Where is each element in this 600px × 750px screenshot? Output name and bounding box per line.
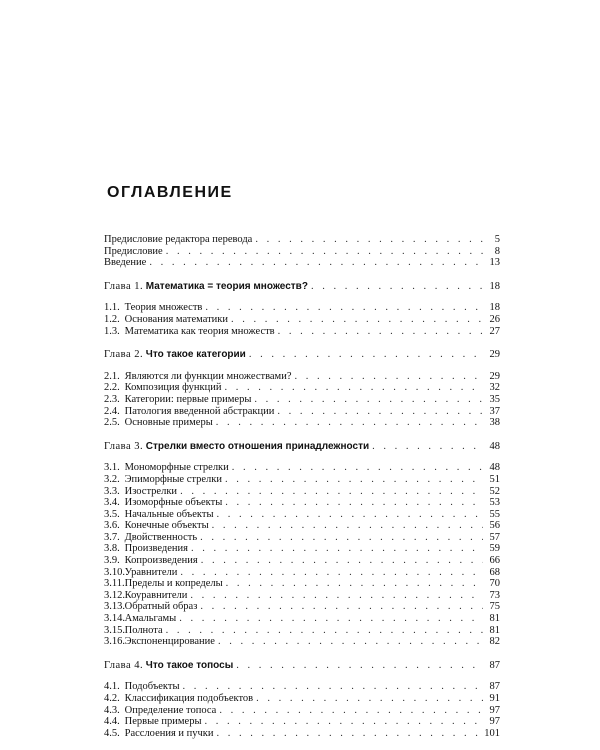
leader-dots (311, 281, 483, 293)
toc-section (104, 613, 500, 625)
leader-dots (217, 728, 482, 740)
toc-section (104, 728, 500, 740)
section-page: 81 (489, 613, 500, 625)
toc-section (104, 382, 500, 394)
leader-dots (205, 716, 483, 728)
section-page: 55 (489, 508, 500, 520)
section-title: Теория множеств (124, 302, 203, 314)
leader-dots (191, 543, 483, 555)
leader-dots (294, 371, 483, 383)
section-number: 3.6. (104, 520, 120, 532)
leader-dots (225, 497, 483, 509)
leader-dots (166, 246, 483, 258)
section-title: Произведения (124, 543, 188, 555)
section-page: 97 (489, 704, 500, 716)
section-title: Являются ли функции множествами? (124, 370, 292, 382)
section-title: Полнота (124, 624, 163, 636)
toc-chapter-4 (104, 660, 500, 672)
toc-chapter-1 (104, 281, 500, 293)
section-number: 3.12. (104, 589, 125, 601)
leader-dots (225, 382, 484, 394)
section-title: Двойственность (124, 531, 198, 543)
section-page: 53 (489, 497, 500, 509)
toc-section (104, 509, 500, 521)
chapter-title: Математика = теория множеств? (145, 280, 308, 292)
leader-dots (205, 302, 483, 314)
chapter-title: Что такое топосы (145, 659, 234, 671)
toc-entry-page: 13 (489, 257, 500, 269)
section-number: 4.2. (104, 693, 120, 704)
chapter-title: Что такое категории (145, 349, 246, 361)
section-title: Эпиморфные стрелки (124, 473, 222, 485)
toc-section (104, 532, 500, 544)
chapter-title: Стрелки вместо отношения принадлежности (145, 440, 370, 452)
section-title: Коуравнители (124, 589, 188, 601)
toc-section (104, 462, 500, 474)
chapter-label: Глава 4. (104, 659, 144, 671)
section-number: 4.1. (104, 681, 120, 693)
section-number: 3.9. (104, 555, 120, 567)
section-number: 2.2. (104, 382, 120, 394)
section-page: 66 (489, 555, 500, 567)
section-page: 18 (489, 302, 500, 314)
section-title: Уравнители (124, 566, 178, 578)
section-title: Основные примеры (124, 417, 213, 429)
section-title: Первые примеры (124, 716, 202, 728)
section-title: Основания математики (124, 313, 229, 325)
leader-dots (219, 705, 483, 717)
toc-section (104, 474, 500, 486)
section-title: Математика как теория множеств (124, 325, 275, 337)
leader-dots (201, 555, 483, 567)
section-number: 3.1. (104, 462, 120, 474)
leader-dots (278, 326, 483, 338)
leader-dots (183, 681, 483, 693)
leader-dots (190, 590, 483, 602)
section-page: 68 (489, 566, 500, 578)
section-number: 3.5. (104, 508, 120, 520)
section-number: 4.4. (104, 716, 120, 728)
section-title: Начальные объекты (124, 508, 214, 520)
toc-section (104, 567, 500, 579)
toc-section (104, 555, 500, 567)
section-number: 1.3. (104, 325, 120, 337)
toc-section (104, 417, 500, 429)
toc-section (104, 601, 500, 613)
toc-entry-title: Предисловие редактора перевода (104, 234, 253, 245)
section-title: Категории: первые примеры (124, 393, 252, 405)
toc-section (104, 681, 500, 693)
section-number: 4.5. (104, 727, 120, 739)
leader-dots (255, 234, 483, 246)
section-title: Расслоения и пучки (124, 727, 214, 739)
toc-entry-title: Предисловие (104, 245, 163, 257)
section-number: 2.1. (104, 370, 120, 382)
section-number: 3.11. (104, 578, 125, 590)
toc-section (104, 486, 500, 498)
section-title: Конечные объекты (124, 520, 209, 532)
section-page: 26 (489, 313, 500, 325)
section-number: 3.16. (104, 636, 125, 648)
section-number: 3.4. (104, 497, 120, 509)
section-page: 27 (489, 325, 500, 337)
section-page: 56 (489, 520, 500, 532)
section-number: 1.2. (104, 313, 120, 325)
section-number: 3.14. (104, 613, 125, 625)
leader-dots (249, 349, 483, 361)
leader-dots (212, 520, 483, 532)
section-number: 2.5. (104, 417, 120, 429)
leader-dots (166, 625, 483, 637)
toc-section (104, 302, 500, 314)
section-number: 2.3. (104, 393, 120, 405)
section-page: 91 (489, 693, 500, 704)
chapter-page: 29 (489, 349, 500, 361)
section-title: Композиция функций (124, 382, 222, 394)
section-title: Экспоненцирование (124, 636, 215, 648)
leader-dots (372, 441, 483, 453)
section-title: Определение топоса (124, 704, 217, 716)
toc-entry-page: 8 (494, 245, 500, 257)
toc-entry-front (104, 234, 500, 246)
toc-section (104, 520, 500, 532)
section-page: 29 (489, 370, 500, 382)
section-title: Изоморфные объекты (124, 497, 223, 509)
section-number: 3.13. (104, 601, 125, 613)
leader-dots (179, 613, 483, 625)
toc-section (104, 705, 500, 717)
leader-dots (180, 486, 483, 498)
chapter-page: 18 (489, 280, 500, 292)
toc-section (104, 578, 500, 590)
section-title: Изострелки (124, 485, 178, 497)
leader-dots (216, 417, 483, 429)
toc-section (104, 314, 500, 326)
leader-dots (200, 532, 483, 544)
toc-section (104, 543, 500, 555)
toc-section (104, 406, 500, 418)
section-title: Патология введенной абстракции (124, 405, 275, 417)
toc-section (104, 625, 500, 637)
section-title: Мономорфные стрелки (124, 462, 229, 474)
section-page: 59 (489, 543, 500, 555)
section-page: 57 (489, 531, 500, 543)
section-number: 3.2. (104, 473, 120, 485)
page-title: ОГЛАВЛЕНИЕ (107, 184, 233, 201)
leader-dots (277, 406, 483, 418)
table-of-contents (104, 234, 500, 739)
toc-chapter-2 (104, 349, 500, 361)
section-number: 3.10. (104, 566, 125, 578)
chapter-page: 87 (489, 659, 500, 671)
chapter-label: Глава 3. (104, 440, 144, 452)
chapter-label: Глава 1. (104, 280, 144, 292)
section-page: 87 (489, 681, 500, 693)
leader-dots (149, 257, 483, 269)
toc-entry-front (104, 257, 500, 269)
toc-section (104, 497, 500, 509)
leader-dots (256, 693, 483, 705)
section-page: 51 (489, 473, 500, 485)
section-page: 48 (489, 462, 500, 474)
leader-dots (226, 578, 483, 590)
leader-dots (200, 601, 483, 613)
section-title: Подобъекты (124, 681, 180, 693)
section-page: 32 (489, 382, 500, 394)
section-title: Обратный образ (124, 601, 198, 613)
section-number: 4.3. (104, 704, 120, 716)
leader-dots (180, 567, 483, 579)
chapter-page: 48 (489, 440, 500, 452)
leader-dots (236, 660, 483, 672)
toc-section (104, 590, 500, 602)
toc-chapter-3 (104, 441, 500, 453)
chapter-label: Глава 2. (104, 349, 144, 361)
section-title: Амальгамы (124, 613, 177, 625)
section-title: Пределы и копределы (124, 578, 223, 590)
leader-dots (217, 509, 484, 521)
toc-section (104, 326, 500, 338)
toc-entry-page: 5 (494, 234, 500, 245)
section-number: 1.1. (104, 302, 120, 314)
section-number: 3.15. (104, 624, 125, 636)
section-page: 52 (489, 485, 500, 497)
section-page: 82 (489, 636, 500, 648)
section-page: 101 (484, 727, 500, 739)
toc-section (104, 716, 500, 728)
section-page: 35 (489, 393, 500, 405)
section-page: 70 (489, 578, 500, 590)
section-page: 73 (489, 589, 500, 601)
leader-dots (254, 394, 483, 406)
section-number: 3.3. (104, 485, 120, 497)
leader-dots (232, 462, 483, 474)
section-title: Классификация подобъектов (124, 693, 254, 704)
section-page: 38 (489, 417, 500, 429)
section-number: 2.4. (104, 405, 120, 417)
toc-section (104, 371, 500, 383)
section-page: 75 (489, 601, 500, 613)
section-page: 81 (489, 624, 500, 636)
leader-dots (218, 636, 483, 648)
toc-entry-title: Введение (104, 257, 147, 269)
leader-dots (231, 314, 483, 326)
toc-section (104, 636, 500, 648)
section-page: 97 (489, 716, 500, 728)
toc-section (104, 693, 500, 705)
toc-entry-front (104, 246, 500, 258)
section-number: 3.7. (104, 531, 120, 543)
section-title: Копроизведения (124, 555, 198, 567)
toc-section (104, 394, 500, 406)
section-page: 37 (489, 405, 500, 417)
section-number: 3.8. (104, 543, 120, 555)
leader-dots (225, 474, 483, 486)
